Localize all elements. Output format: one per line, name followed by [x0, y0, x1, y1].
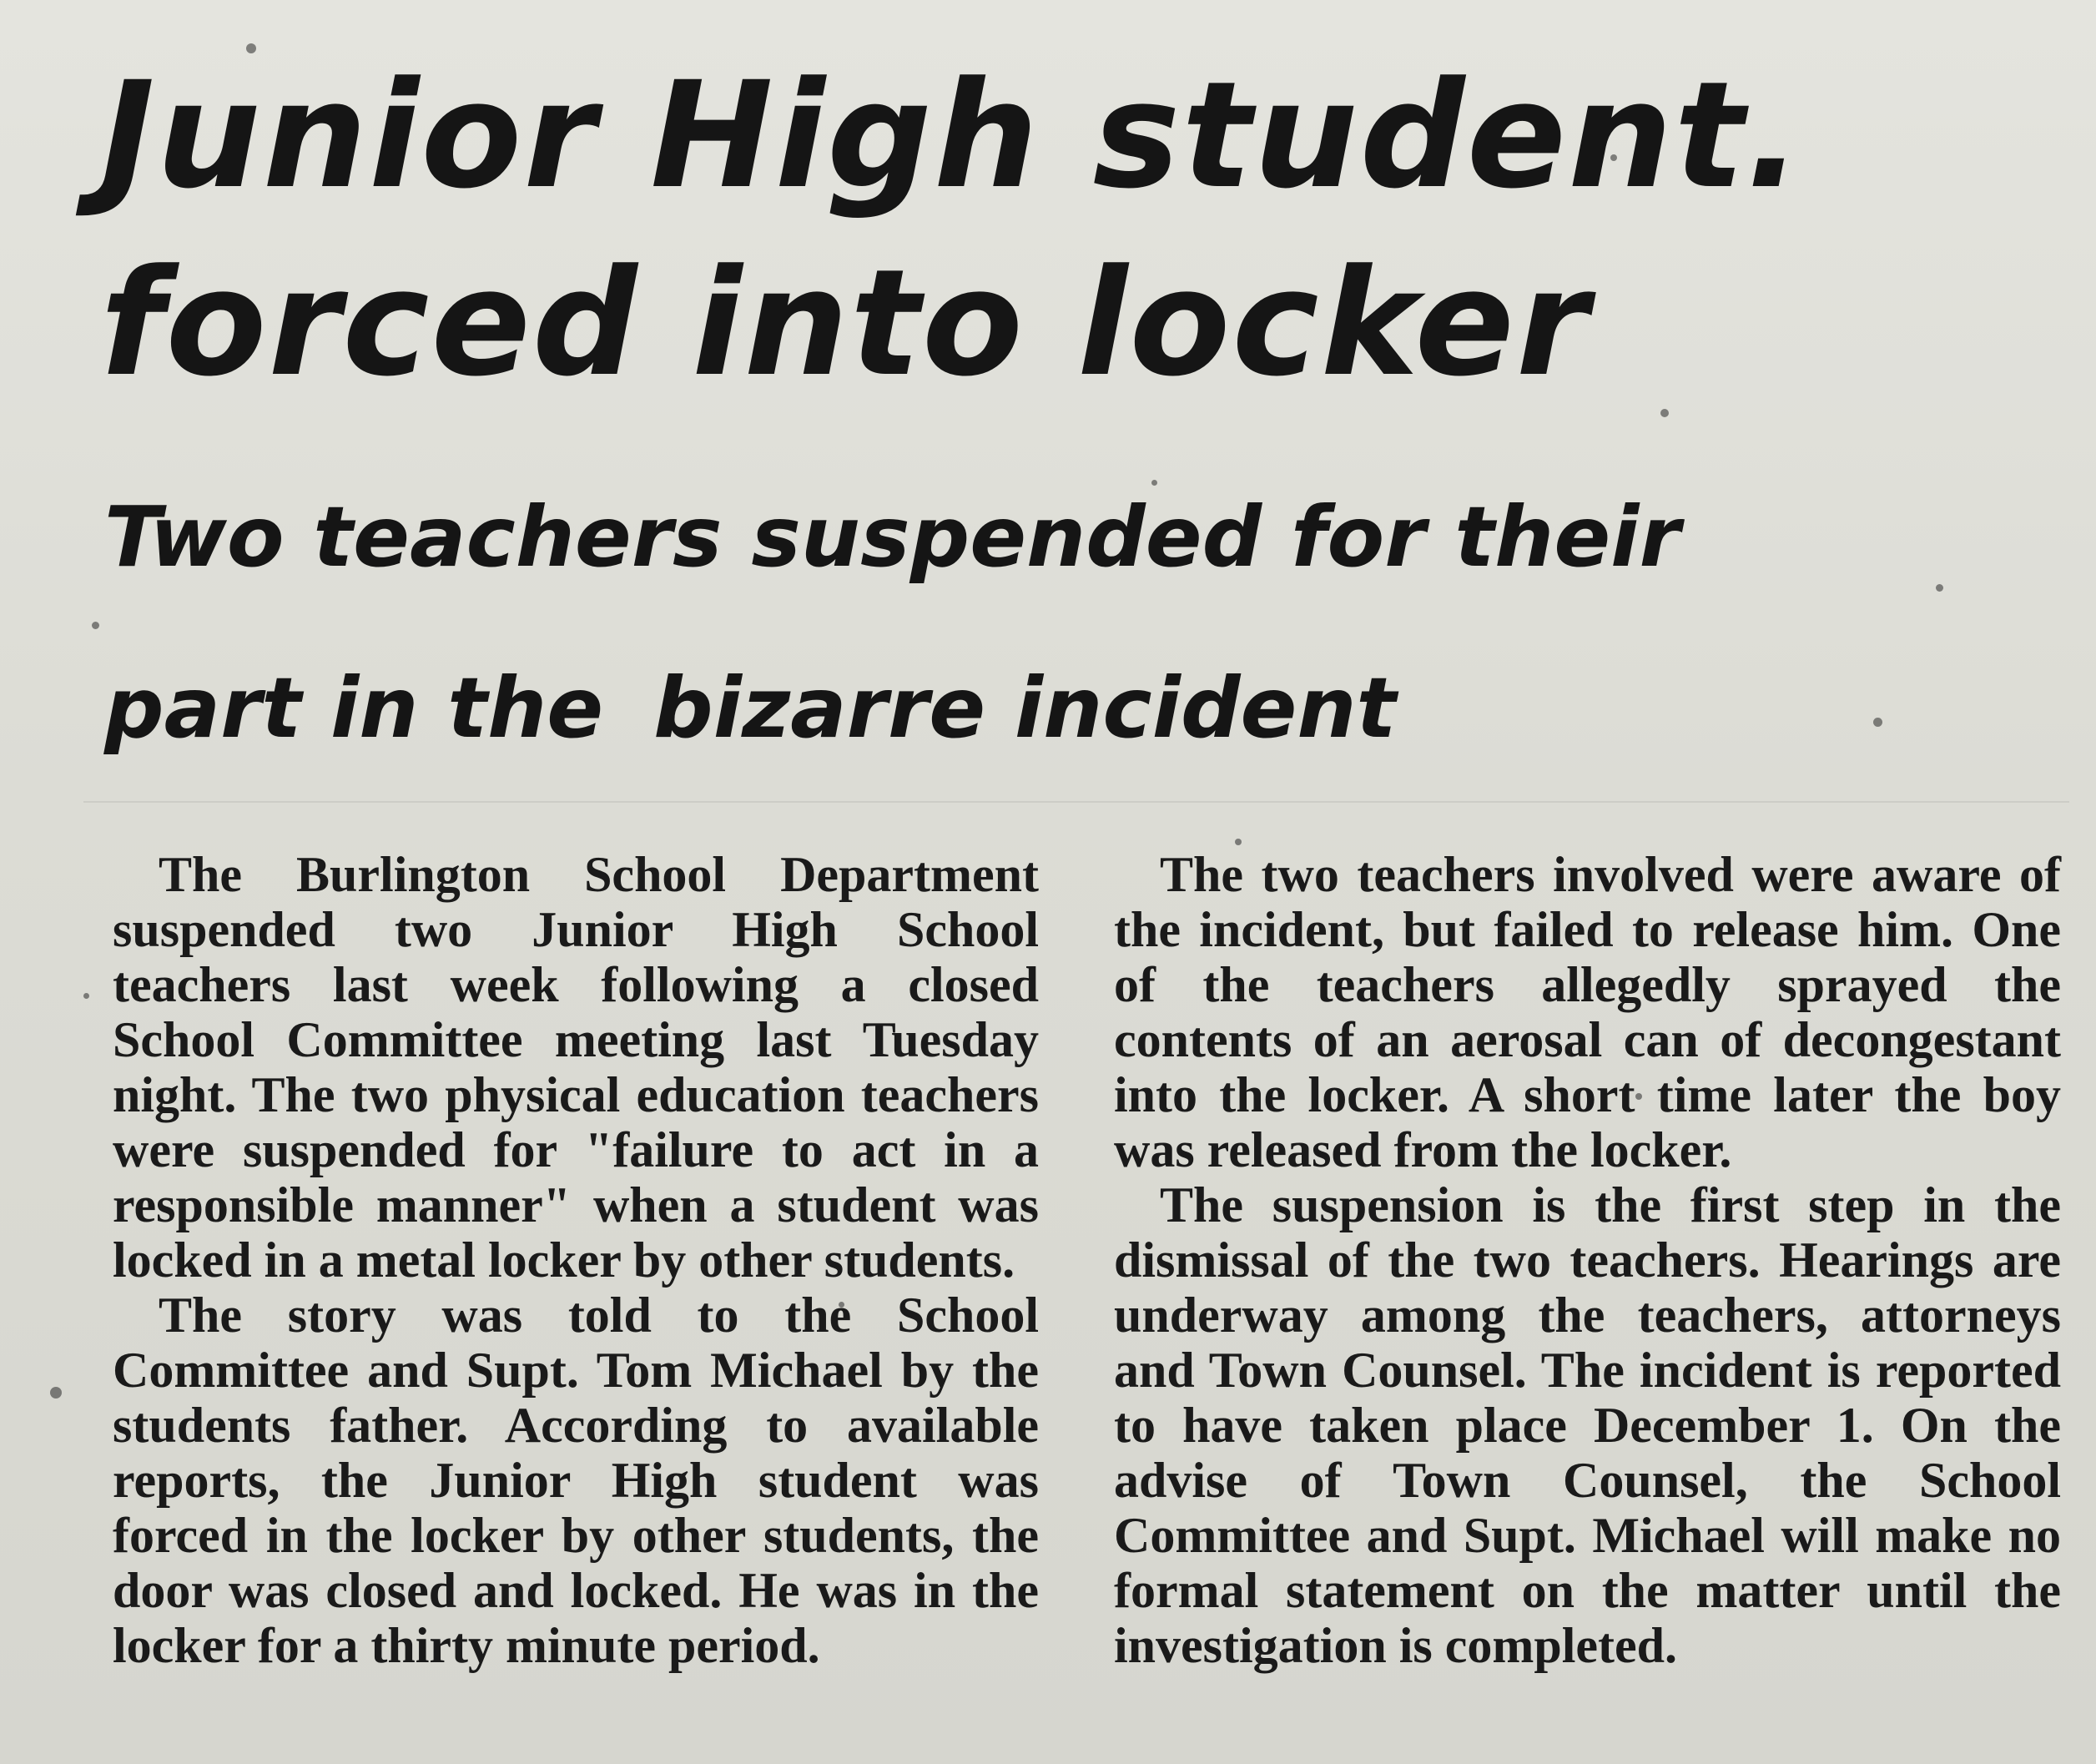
article-paragraph: The suspension is the first step in the dismissal of the two teachers. Hearings are underway among the teachers, attorneys and Town Counsel. The incident is reported to have taken place December 1. On the advise of Town Counsel, the School Committee and Supt. Michael will make no formal statement on the matter until the investigation is completed.: [1114, 1177, 2061, 1673]
divider: [83, 801, 2069, 803]
headline-line-1: Junior High student.: [100, 50, 1804, 221]
subheadline-line-1: Two teachers suspended for their: [104, 488, 1680, 586]
subheadline-line-2: [104, 659, 1396, 757]
article-paragraph: The story was told to the School Committee and Supt. Tom Michael by the students father. According to available reports, the Junior High student was forced in the locker by other students, the door was closed and locked. He was in the locker for a thirty minute period.: [113, 1288, 1039, 1673]
article-column-left: [113, 847, 1039, 1673]
article-paragraph: The two teachers involved were aware of the incident, but failed to release him. One of the teachers allegedly sprayed the contents of an aerosal can of decongestant into the locker. A short time later the boy was released from the locker.: [1114, 847, 2061, 1177]
subheadline-part-2: bizarre incident: [653, 659, 1397, 757]
subheadline-part-1: part in the: [104, 659, 604, 757]
article-column-right: [1114, 847, 2061, 1673]
article-paragraph: The Burlington School Department suspended two Junior High School teachers last week following a closed School Committee meeting last Tuesday night. The two physical education teachers were suspended for "failure to act in a responsible manner" when a student was locked in a metal locker by other students.: [113, 847, 1039, 1288]
headline-line-2: forced into locker: [100, 238, 1590, 409]
